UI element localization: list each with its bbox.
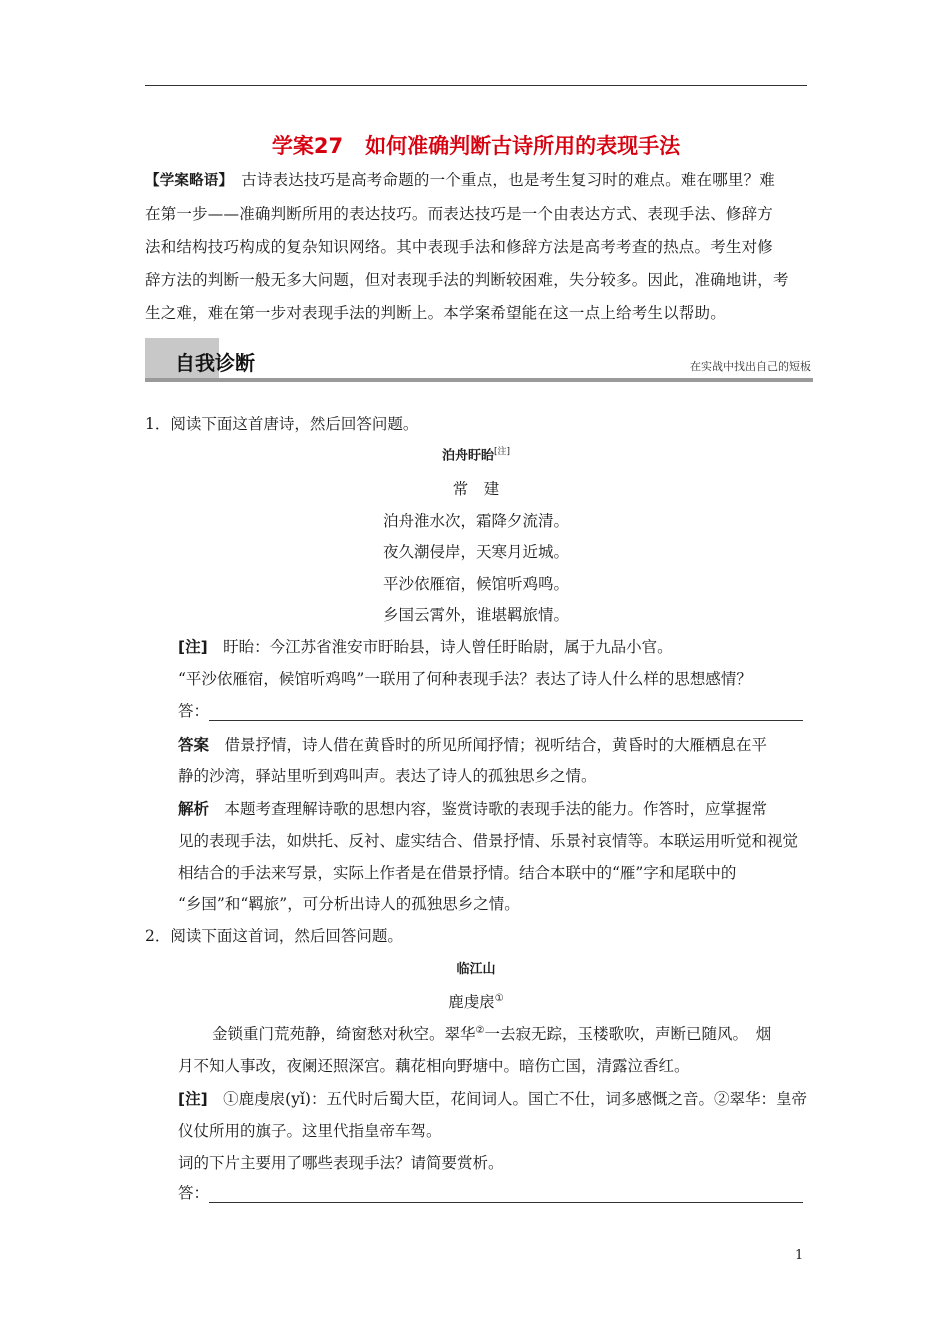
q1-answer-line-2: 静的沙湾，驿站里听到鸡叫声。表达了诗人的孤独思乡之情。	[178, 767, 597, 785]
section-subtitle: 在实战中找出自己的短板	[690, 360, 811, 373]
q1-answer-prefix: 答：	[178, 702, 210, 720]
section-title: 自我诊断	[175, 351, 255, 375]
intro-line-4: 辞方法的判断一般无多大问题，但对表现手法的判断较困难，失分较多。因此，准确地讲，考	[145, 271, 789, 289]
q1-note-label: [注]	[178, 638, 208, 656]
q1-answer-line-1	[178, 733, 807, 755]
section-header-rule	[145, 378, 813, 382]
q1-analysis-text-1: 本题考查理解诗歌的思想内容，鉴赏诗歌的表现手法的能力。作答时，应掌握常	[209, 800, 768, 818]
page-title	[145, 130, 807, 160]
q2-text-1b: 一去寂无踪，玉楼歌吹，声断已随风。 烟	[484, 1025, 772, 1043]
q2-text-mark: ②	[475, 1024, 485, 1036]
q2-text-line-1	[212, 1022, 807, 1044]
q1-poem-title-text: 泊舟盱眙	[441, 448, 494, 464]
q1-poem-line-3: 平沙依雁宿，候馆听鸡鸣。	[382, 575, 569, 593]
q2-answer-prefix: 答：	[178, 1184, 210, 1202]
intro-paragraph	[145, 164, 807, 330]
q2-note-text-1: ①鹿虔扆(yǐ)：五代时后蜀大臣，花间词人。国亡不仕，词多感慨之音。②翠华：皇帝	[207, 1090, 807, 1108]
q2-note-line-1	[178, 1087, 807, 1109]
q2-answer-row	[178, 1181, 807, 1203]
q1-answer-text-1: 借景抒情，诗人借在黄昏时的所见所闻抒情；视听结合，黄昏时的大雁栖息在平	[209, 736, 768, 754]
q1-answer-row	[178, 699, 807, 721]
q2-author-mark: ①	[494, 992, 504, 1004]
q2-poem-title: 临江山	[456, 962, 496, 977]
q2-text-1a: 金锁重门荒苑静，绮窗愁对秋空。翠华	[212, 1025, 476, 1043]
title-main: 如何准确判断古诗所用的表现手法	[365, 134, 681, 158]
q2-text-line-2: 月不知人事改，夜阑还照深宫。藕花相向野塘中。暗伤亡国，清露泣香红。	[178, 1057, 690, 1075]
title-prefix: 学案27	[271, 134, 344, 158]
q1-author: 常 建	[452, 480, 500, 498]
q1-analysis-line-3: 相结合的手法来写景，实际上作者是在借景抒情。结合本联中的“雁”字和尾联中的	[178, 864, 737, 882]
intro-label: 【学案略语】	[145, 173, 234, 189]
q1-question: “平沙依雁宿，候馆听鸡鸣”一联用了何种表现手法？表达了诗人什么样的思想感情？	[178, 670, 752, 688]
q1-analysis-label: 解析	[178, 800, 210, 818]
intro-line-1: 古诗表达技巧是高考命题的一个重点，也是考生复习时的难点。难在哪里？难	[241, 171, 776, 189]
intro-line-5: 生之难，难在第一步对表现手法的判断上。本学案希望能在这一点上给考生以帮助。	[145, 304, 726, 322]
page-number: 1	[795, 1248, 804, 1263]
q2-answer-blank[interactable]	[209, 1184, 803, 1203]
q2-note-label: [注]	[178, 1090, 208, 1108]
q2-author	[145, 990, 807, 1012]
q1-prompt: 1．阅读下面这首唐诗，然后回答问题。	[145, 415, 419, 433]
q1-poem-line-4: 乡国云霄外，谁堪羁旅情。	[382, 606, 569, 624]
q2-question: 词的下片主要用了哪些表现手法？请简要赏析。	[178, 1154, 504, 1172]
q1-analysis-line-2: 见的表现手法，如烘托、反衬、虚实结合、借景抒情、乐景衬哀情等。本联运用听觉和视觉	[178, 832, 799, 850]
q2-author-name: 鹿虔扆	[448, 993, 495, 1011]
q1-note-text: 盱眙：今江苏省淮安市盱眙县，诗人曾任盱眙尉，属于九品小官。	[207, 638, 673, 656]
q2-note-line-2: 仪仗所用的旗子。这里代指皇帝车驾。	[178, 1122, 442, 1140]
q1-note	[178, 635, 807, 657]
q1-analysis-line-4: “乡国”和“羁旅”，可分析出诗人的孤独思乡之情。	[178, 895, 520, 913]
q2-prompt: 2．阅读下面这首词，然后回答问题。	[145, 927, 403, 945]
q1-answer-blank[interactable]	[209, 702, 803, 721]
intro-line-2: 在第一步——准确判断所用的表达技巧。而表达技巧是一个由表达方式、表现手法、修辞方	[145, 205, 774, 223]
header-rule	[145, 85, 807, 86]
q1-poem-line-2: 夜久潮侵岸，天寒月近城。	[382, 543, 569, 561]
section-header	[145, 338, 813, 382]
q1-analysis-line-1	[178, 797, 807, 819]
q1-answer-label: 答案	[178, 736, 210, 754]
q1-poem-note-mark: [注]	[493, 447, 511, 457]
intro-line-3: 法和结构技巧构成的复杂知识网络。其中表现手法和修辞方法是高考考查的热点。考生对修	[145, 238, 774, 256]
q1-poem-title	[145, 444, 807, 463]
q1-poem-line-1: 泊舟淮水次，霜降夕流清。	[382, 512, 569, 530]
